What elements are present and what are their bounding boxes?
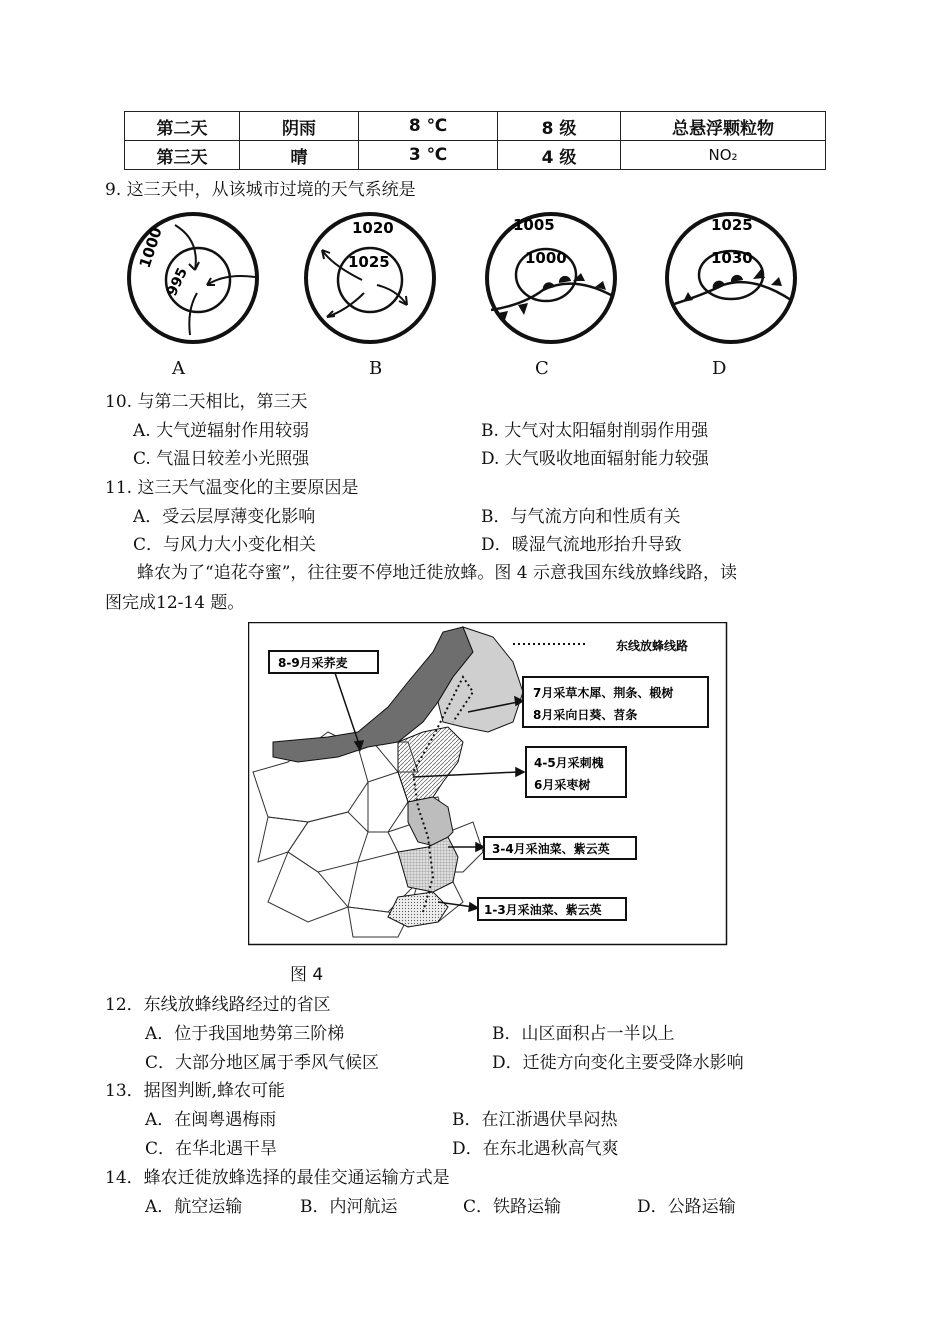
option-c: C. 气温日较差小光照强 — [133, 449, 310, 469]
isobar-label: 1000 — [135, 224, 166, 271]
option-d: D. 大气吸收地面辐射能力较强 — [481, 449, 709, 469]
isobar-label: 1025 — [348, 253, 390, 271]
option-c: C．在华北遇干旱 — [145, 1139, 278, 1159]
option-a: A．在闽粤遇梅雨 — [145, 1110, 277, 1130]
isobar-label: 1025 — [711, 216, 753, 234]
legend-label: 东线放蜂线路 — [616, 639, 689, 653]
option-b: B. 大气对太阳辐射削弱作用强 — [481, 421, 709, 441]
question-14: 14．蜂农迁徙放蜂选择的最佳交通运输方式是 — [105, 1168, 450, 1188]
weather-table — [124, 111, 826, 170]
map-label: 7月采草木犀、荆条、椴树 — [533, 686, 674, 700]
map-label-box — [269, 651, 378, 673]
option-c: C．铁路运输 — [463, 1197, 562, 1217]
map-label: 3-4月采油菜、紫云英 — [492, 842, 610, 856]
question-9: 9. 这三天中，从该城市过境的天气系统是 — [105, 180, 416, 200]
table-cell: 晴 — [240, 141, 359, 170]
intro-paragraph — [105, 558, 850, 618]
question-11: 11. 这三天气温变化的主要原因是 — [105, 478, 359, 498]
question-10: 10. 与第二天相比，第三天 — [105, 392, 308, 412]
option-d: D．迁徙方向变化主要受降水影响 — [492, 1053, 744, 1073]
diagram-a — [129, 214, 257, 342]
question-12: 12．东线放蜂线路经过的省区 — [105, 995, 331, 1015]
isobar-label: 1000 — [525, 249, 567, 267]
map-label-box — [484, 837, 636, 859]
option-c: C．大部分地区属于季风气候区 — [145, 1053, 380, 1073]
diagram-d — [667, 214, 795, 342]
option-a: A．航空运输 — [145, 1197, 243, 1217]
table-cell: 4 级 — [498, 141, 621, 170]
map-label-box — [523, 677, 708, 727]
option-d: D．公路运输 — [637, 1197, 736, 1217]
table-cell: NO₂ — [621, 141, 826, 170]
intro-line: 蜂农为了“追花夺蜜”，往往要不停地迁徙放蜂。图 4 示意我国东线放蜂线路，读 — [137, 563, 738, 583]
option-b: B．山区面积占一半以上 — [492, 1024, 675, 1044]
figure-caption: 图 4 — [290, 965, 324, 985]
table-cell: 第三天 — [125, 141, 240, 170]
option-b: B．内河航运 — [300, 1197, 398, 1217]
map-label: 6月采枣树 — [534, 778, 591, 792]
bee-route-map — [248, 622, 733, 947]
diagram-label: D — [712, 358, 727, 379]
diagram-b — [306, 214, 434, 342]
map-label: 4-5月采刺槐 — [534, 756, 604, 770]
table-row — [125, 141, 826, 170]
isobar-label: 995 — [164, 265, 191, 299]
question-13: 13．据图判断,蜂农可能 — [105, 1081, 286, 1101]
isobar-label: 1020 — [352, 219, 394, 237]
table-cell: 阴雨 — [240, 112, 359, 141]
option-a: A．位于我国地势第三阶梯 — [145, 1024, 345, 1044]
map-label: 1-3月采油菜、紫云英 — [484, 903, 602, 917]
map-label-box — [526, 747, 626, 797]
option-c: C．与风力大小变化相关 — [133, 535, 317, 555]
option-a: A．受云层厚薄变化影响 — [133, 507, 316, 527]
weather-system-diagrams — [115, 205, 815, 355]
diagram-label: A — [172, 358, 185, 379]
map-label: 8月采向日葵、苕条 — [533, 708, 638, 722]
table-cell: 8 级 — [498, 112, 621, 141]
diagram-label: C — [535, 358, 549, 379]
option-d: D．在东北遇秋高气爽 — [452, 1139, 619, 1159]
isobar-label: 1005 — [513, 216, 555, 234]
table-cell: 8 ℃ — [359, 112, 498, 141]
table-cell: 第二天 — [125, 112, 240, 141]
diagram-c — [487, 214, 615, 342]
option-a: A. 大气逆辐射作用较弱 — [133, 421, 310, 441]
isobar-label: 1030 — [711, 249, 753, 267]
intro-line: 图完成12-14 题。 — [105, 593, 245, 613]
table-cell: 总悬浮颗粒物 — [621, 112, 826, 141]
diagram-label: B — [369, 358, 383, 379]
table-row — [125, 112, 826, 141]
option-b: B．与气流方向和性质有关 — [481, 507, 681, 527]
table-cell: 3 ℃ — [359, 141, 498, 170]
map-label: 8-9月采荞麦 — [278, 656, 348, 670]
map-label-box — [478, 898, 626, 920]
option-d: D．暖湿气流地形抬升导致 — [481, 535, 682, 555]
option-b: B．在江浙遇伏旱闷热 — [452, 1110, 618, 1130]
